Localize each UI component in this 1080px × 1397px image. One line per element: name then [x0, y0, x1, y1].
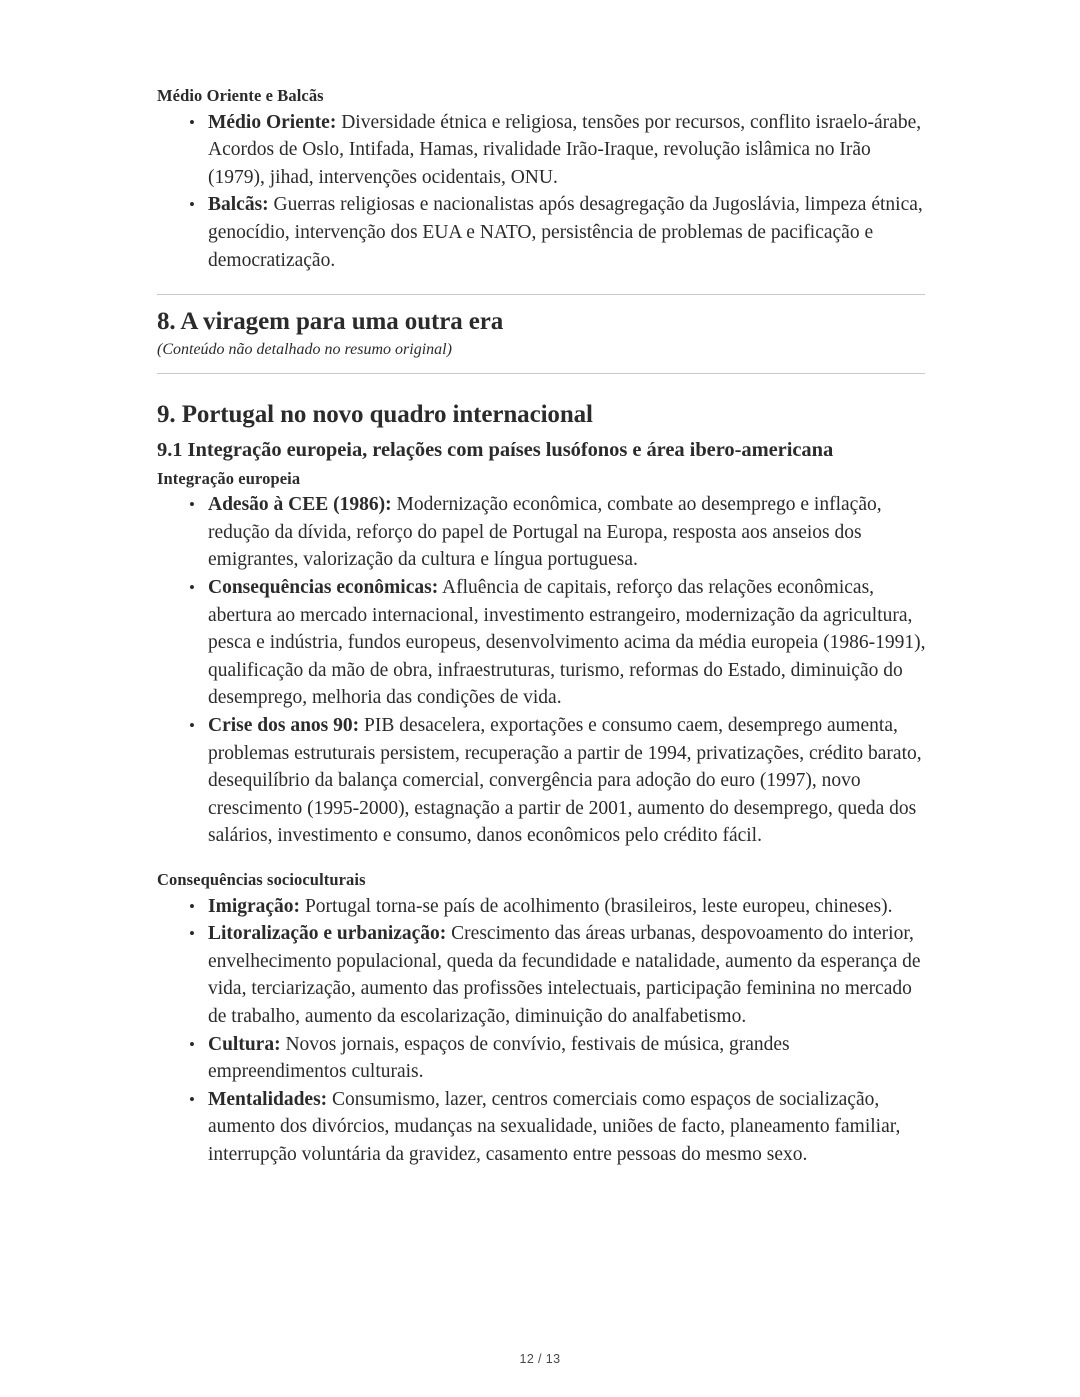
list-item-lead: Consequências econômicas: — [208, 577, 439, 599]
heading-middle-east-balkans: Médio Oriente e Balcãs — [157, 86, 324, 105]
list-item-lead: Imigração: — [208, 895, 301, 917]
list-item-text: Guerras religiosas e nacionalistas após desagregação da Jugoslávia, limpeza étnica, genocídio, intervenção dos EUA e NATO, persistência de problemas de pacificação e democratização. — [208, 194, 923, 271]
list-item-text: Novos jornais, espaços de convívio, festivais de música, grandes empreendimentos culturais. — [208, 1033, 790, 1083]
list-item-lead: Balcãs: — [208, 194, 269, 216]
list-item-lead: Adesão à CEE (1986): — [208, 494, 392, 516]
list-item — [157, 1031, 927, 1086]
page-content — [157, 0, 927, 1169]
list-item — [157, 109, 927, 192]
page-footer: 12 / 13 — [519, 1352, 561, 1366]
heading-subsection-9-1: 9.1 Integração europeia, relações com países lusófonos e área ibero-americana — [157, 438, 834, 461]
spacer — [157, 430, 927, 438]
list-item — [157, 1086, 927, 1169]
list-item-text: Portugal torna-se país de acolhimento (brasileiros, leste europeu, chineses). — [300, 895, 893, 917]
heading-european-integration: Integração europeia — [157, 468, 301, 488]
list-european-integration — [157, 491, 927, 850]
list-item — [157, 920, 927, 1030]
spacer — [157, 850, 927, 870]
list-item-text: Diversidade étnica e religiosa, tensões por recursos, conflito israelo-árabe, Acordos de Oslo, Intifada, Hamas, rivalidade Irão-Iraque, revolução islâmica no Irão (1979), jihad, intervenções ocidentais, ONU. — [208, 111, 922, 188]
list-item-lead: Mentalidades: — [208, 1088, 328, 1110]
list-item — [157, 491, 927, 574]
spacer — [157, 295, 927, 307]
list-item-text: Consumismo, lazer, centros comerciais como espaços de socialização, aumento dos divórcios, mudanças na sexualidade, uniões de facto, planeamento familiar, interrupção voluntária da gravidez, casamento entre pessoas do mesmo sexo. — [208, 1088, 901, 1165]
list-item-text: Afluência de capitais, reforço das relações econômicas, abertura ao mercado internacional, investimento estrangeiro, modernização da agricultura, pesca e indústria, fundos europeus, desenvolvimento acima da média europeia (1986-1991), qualificação da mão de obra, infraestruturas, turismo, reformas do Estado, diminuição do desemprego, melhoria das condições de vida. — [208, 577, 926, 709]
list-item-lead: Médio Oriente: — [208, 111, 337, 133]
spacer — [157, 274, 927, 294]
list-sociocultural — [157, 893, 927, 1169]
heading-sociocultural-consequences: Consequências socioculturais — [157, 869, 366, 889]
document-page — [157, 0, 927, 1397]
list-item-text: Crescimento das áreas urbanas, despovoamento do interior, envelhecimento populacional, queda da fecundidade e natalidade, aumento da esperança de vida, terciarização, aumento das profissões intelectuais, participação feminina no mercado de trabalho, aumento da escolarização, diminuição do analfabetismo. — [208, 923, 921, 1027]
list-item — [157, 574, 927, 712]
heading-section-8: 8. A viragem para uma outra era — [157, 308, 504, 336]
list-item-lead: Crise dos anos 90: — [208, 714, 360, 736]
list-item-lead: Litoralização e urbanização: — [208, 923, 447, 945]
list-item-text: PIB desacelera, exportações e consumo caem, desemprego aumenta, problemas estruturais persistem, recuperação a partir de 1994, privatizações, crédito barato, desequilíbrio da balança comercial, convergência para adoção do euro (1997), novo crescimento (1995-2000), estagnação a partir de 2001, aumento do desemprego, queda dos salários, investimento e consumo, danos econômicos pelo crédito fácil. — [208, 714, 922, 847]
spacer — [157, 361, 927, 373]
note-section-8: (Conteúdo não detalhado no resumo original) — [157, 341, 452, 359]
spacer — [157, 374, 927, 400]
list-item — [157, 893, 927, 921]
list-middle-east-balkans — [157, 109, 927, 275]
list-item — [157, 191, 927, 274]
list-item-text: Modernização econômica, combate ao desemprego e inflação, redução da dívida, reforço do papel de Portugal na Europa, resposta aos anseios dos emigrantes, valorização da cultura e língua portuguesa. — [208, 494, 882, 571]
heading-section-9: 9. Portugal no novo quadro internacional — [157, 400, 593, 428]
list-item — [157, 712, 927, 850]
list-item-lead: Cultura: — [208, 1033, 281, 1055]
